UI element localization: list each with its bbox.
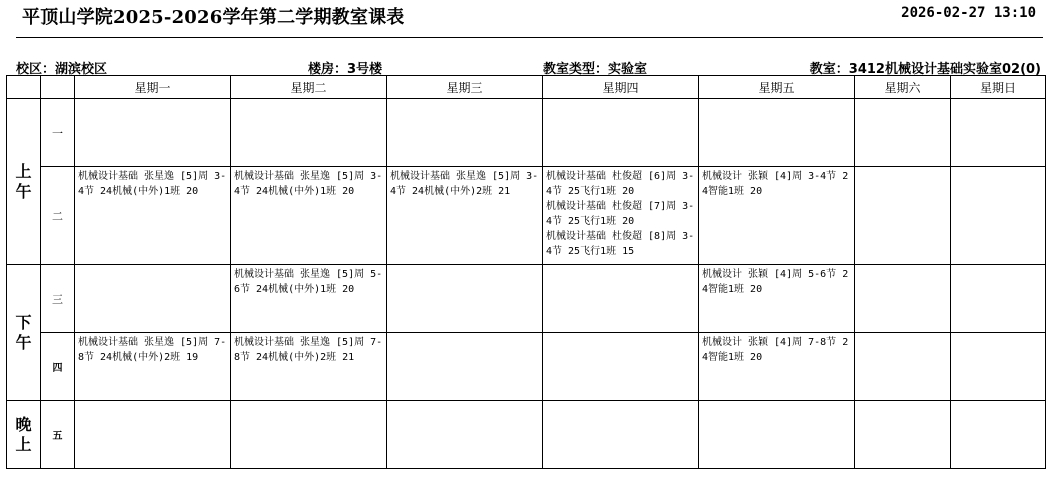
slot-cell <box>855 265 951 333</box>
slot-cell <box>951 401 1046 469</box>
course-entry: 机械设计 张颖 [4]周 3-4节 24智能1班 20 <box>702 171 849 197</box>
section-row-4 <box>7 333 1046 401</box>
slot-cell <box>951 265 1046 333</box>
timetable <box>6 75 1046 469</box>
course-entry: 机械设计基础 杜俊超 [6]周 3-4节 25飞行1班 20 <box>546 171 695 197</box>
slot-cell <box>699 99 855 167</box>
course-entry: 机械设计基础 杜俊超 [7]周 3-4节 25飞行1班 20 <box>546 201 695 227</box>
slot-cell <box>855 99 951 167</box>
course-entry: 机械设计基础 张星逸 [5]周 5-6节 24机械(中外)1班 20 <box>234 269 383 295</box>
day-header: 星期四 <box>543 76 699 99</box>
campus-label: 校区：湖滨校区 <box>16 62 108 77</box>
slot-cell <box>699 333 855 401</box>
room-type-label: 教室类型：实验室 <box>543 62 648 77</box>
course-entry: 机械设计基础 张星逸 [5]周 7-8节 24机械(中外)2班 19 <box>78 337 227 363</box>
print-datetime: 2026-02-27 13:10 <box>901 5 1036 21</box>
building-label: 楼房：3号楼 <box>308 62 383 77</box>
slot-cell <box>543 265 699 333</box>
slot-cell <box>951 99 1046 167</box>
slot-cell <box>387 265 543 333</box>
period-evening: 晚 上 <box>7 401 41 469</box>
course-entry: 机械设计 张颖 [4]周 5-6节 24智能1班 20 <box>702 269 849 295</box>
section-row-3 <box>7 265 1046 333</box>
slot-cell <box>543 167 699 265</box>
section-label: 三 <box>41 265 75 333</box>
slot-cell <box>855 333 951 401</box>
slot-cell <box>699 401 855 469</box>
day-header: 星期六 <box>855 76 951 99</box>
section-row-5 <box>7 401 1046 469</box>
room-label: 教室：3412机械设计基础实验室02(0) <box>809 62 1041 77</box>
slot-cell <box>75 265 231 333</box>
day-header: 星期五 <box>699 76 855 99</box>
slot-cell <box>855 401 951 469</box>
day-header: 星期三 <box>387 76 543 99</box>
course-entry: 机械设计基础 张星逸 [5]周 3-4节 24机械(中外)1班 20 <box>234 171 383 197</box>
header-divider <box>16 37 1043 38</box>
section-label: 四 <box>41 333 75 401</box>
slot-cell <box>231 401 387 469</box>
course-entry: 机械设计基础 张星逸 [5]周 3-4节 24机械(中外)2班 21 <box>390 171 539 197</box>
slot-cell <box>543 401 699 469</box>
period-morning: 上 午 <box>7 99 41 265</box>
slot-cell <box>231 99 387 167</box>
slot-cell <box>75 99 231 167</box>
page-title: 平顶山学院2025-2026学年第二学期教室课表 <box>22 7 405 28</box>
course-entry: 机械设计基础 张星逸 [5]周 7-8节 24机械(中外)2班 21 <box>234 337 383 363</box>
slot-cell <box>75 167 231 265</box>
slot-cell <box>543 333 699 401</box>
slot-cell <box>855 167 951 265</box>
slot-cell <box>387 401 543 469</box>
course-entry: 机械设计基础 张星逸 [5]周 3-4节 24机械(中外)1班 20 <box>78 171 227 197</box>
slot-cell <box>699 167 855 265</box>
slot-cell <box>231 167 387 265</box>
day-header: 星期二 <box>231 76 387 99</box>
day-header: 星期日 <box>951 76 1046 99</box>
corner-cell <box>41 76 75 99</box>
slot-cell <box>75 333 231 401</box>
section-label: 二 <box>41 167 75 265</box>
section-label: 五 <box>41 401 75 469</box>
slot-cell <box>387 333 543 401</box>
course-entry: 机械设计 张颖 [4]周 7-8节 24智能1班 20 <box>702 337 849 363</box>
section-row-1 <box>7 99 1046 167</box>
course-entry: 机械设计基础 杜俊超 [8]周 3-4节 25飞行1班 15 <box>546 231 695 257</box>
day-header-row <box>7 76 1046 99</box>
slot-cell <box>951 333 1046 401</box>
slot-cell <box>543 99 699 167</box>
slot-cell <box>387 99 543 167</box>
slot-cell <box>699 265 855 333</box>
slot-cell <box>387 167 543 265</box>
period-afternoon: 下 午 <box>7 265 41 401</box>
corner-cell <box>7 76 41 99</box>
section-label: 一 <box>41 99 75 167</box>
slot-cell <box>231 333 387 401</box>
slot-cell <box>231 265 387 333</box>
day-header: 星期一 <box>75 76 231 99</box>
slot-cell <box>75 401 231 469</box>
section-row-2 <box>7 167 1046 265</box>
slot-cell <box>951 167 1046 265</box>
